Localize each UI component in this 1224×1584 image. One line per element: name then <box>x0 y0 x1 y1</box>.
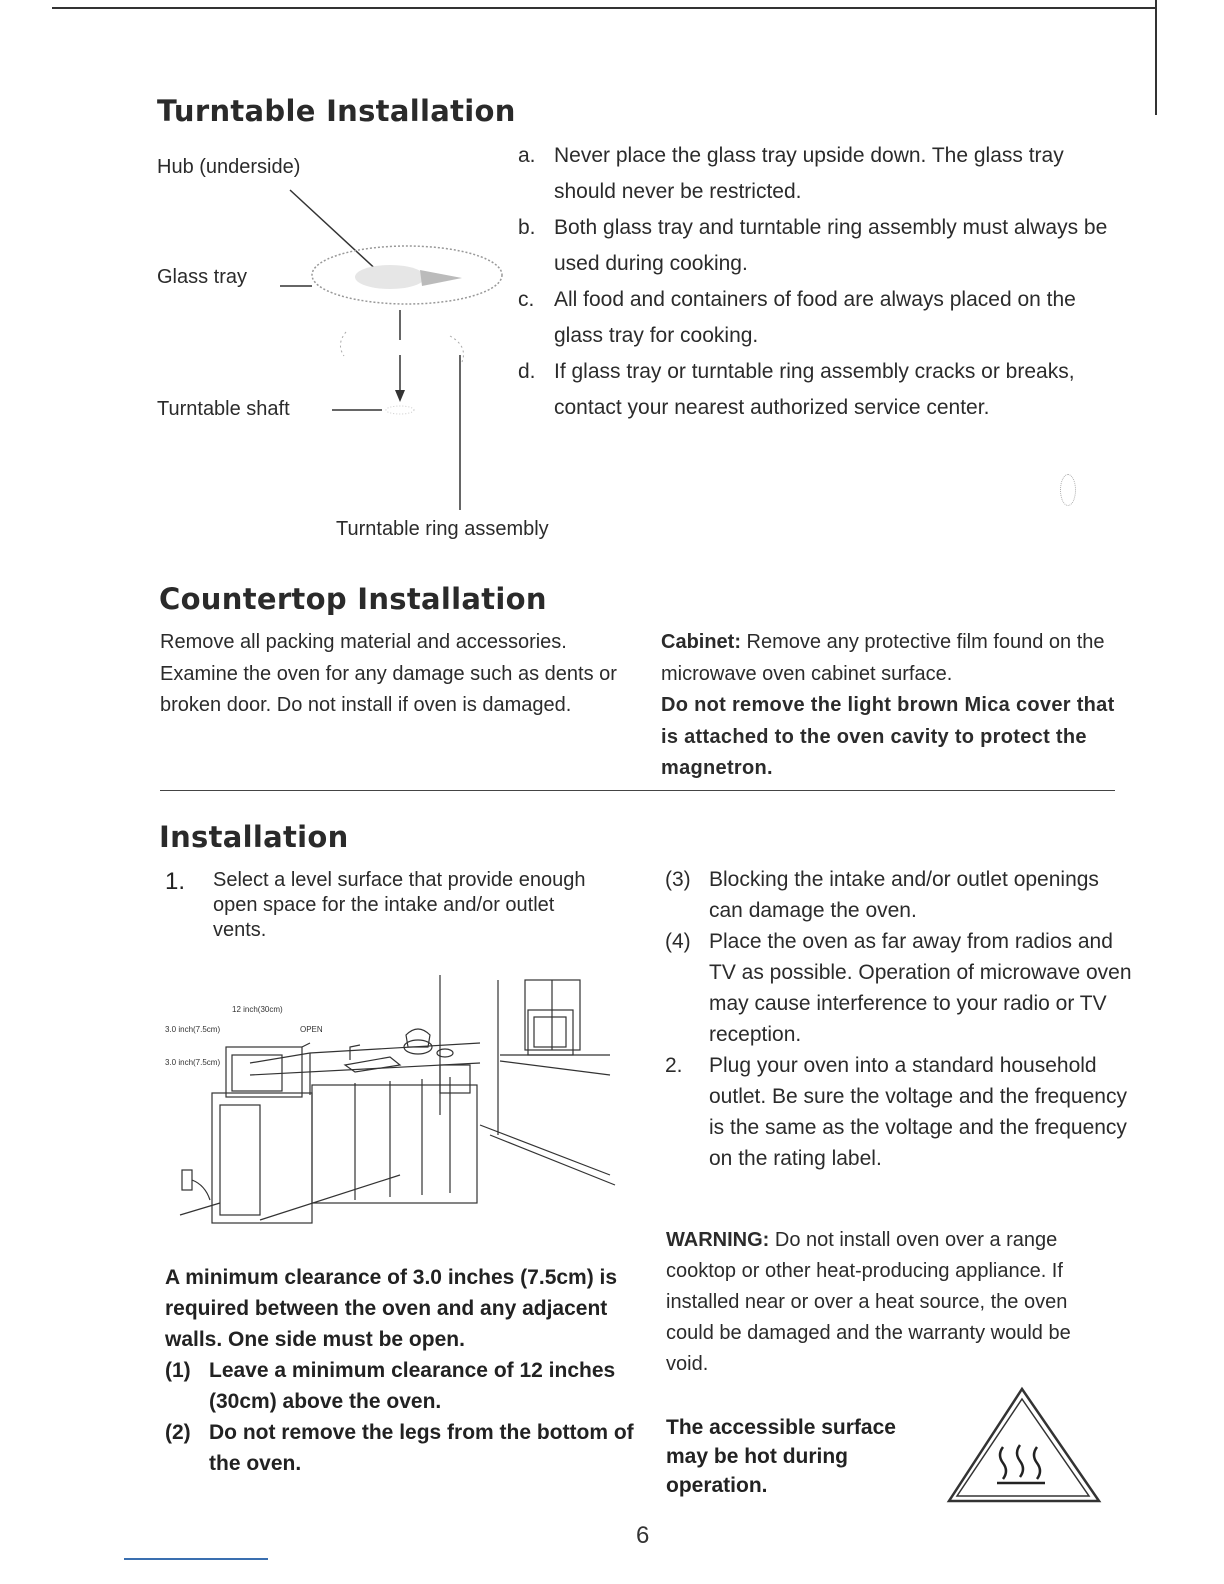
turntable-instructions <box>518 138 1118 426</box>
list-item: (3) Blocking the intake and/or outlet openings can damage the oven. <box>665 868 1099 922</box>
list-item: b. Both glass tray and turntable ring assembly must always be used during cooking. <box>518 216 1108 275</box>
diagram-top-clearance: 12 inch(30cm) <box>232 1005 283 1014</box>
hot-surface-note: The accessible surface may be hot during operation. <box>666 1416 896 1497</box>
cabinet-label: Cabinet: <box>661 631 741 653</box>
label-turntable-ring: Turntable ring assembly <box>336 518 549 540</box>
warning-note: WARNING: Do not install oven over a range cooktop or other heat-producing appliance. If installed near or over a heat source, the oven could be damaged and the warranty would be void. <box>666 1229 1071 1375</box>
step-1 <box>165 868 595 943</box>
turntable-title: Turntable Installation <box>157 94 516 128</box>
bottom-rule <box>124 1558 268 1560</box>
warning-label: WARNING: <box>666 1229 770 1251</box>
label-glass-tray: Glass tray <box>157 266 248 288</box>
scan-speck <box>1060 474 1076 506</box>
clearance-note: A minimum clearance of 3.0 inches (7.5cm) is required between the oven and any adjacent walls. One side must be open. <box>165 1266 618 1351</box>
countertop-cabinet-note: Cabinet: Remove any protective film found on the microwave oven cabinet surface. Do not remove the light brown Mica cover that is attached to the oven cavity to protect the magnetron. <box>661 627 1121 785</box>
countertop-left-text: Remove all packing material and accessories. Examine the oven for any damage such as dents or broken door. Do not install if oven is damaged. <box>160 631 617 716</box>
clearance-list <box>165 1355 635 1479</box>
installation-title: Installation <box>159 820 349 854</box>
list-item: (1) Leave a minimum clearance of 12 inches (30cm) above the oven. <box>165 1359 616 1413</box>
countertop-title: Countertop Installation <box>159 582 547 616</box>
list-item: (4) Place the oven as far away from radios and TV as possible. Operation of microwave oven may cause interference to your radio or TV reception. <box>665 930 1132 1046</box>
list-item: d. If glass tray or turntable ring assembly cracks or breaks, contact your nearest authorized service center. <box>518 360 1075 419</box>
turntable-diagram <box>270 180 510 520</box>
list-item: (2) Do not remove the legs from the bottom of the oven. <box>165 1421 634 1475</box>
right-edge-rule <box>1155 0 1157 115</box>
label-turntable-shaft: Turntable shaft <box>157 398 290 420</box>
installation-right-list <box>665 864 1135 1174</box>
step-1-text: Select a level surface that provide enough open space for the intake and/or outlet vents. <box>213 869 586 941</box>
mica-warning: Do not remove the light brown Mica cover that is attached to the oven cavity to protect the magnetron. <box>661 694 1115 779</box>
list-item: c. All food and containers of food are always placed on the glass tray for cooking. <box>518 288 1076 347</box>
kitchen-diagram <box>160 975 620 1230</box>
page-number: 6 <box>636 1522 650 1549</box>
section-divider <box>160 790 1115 791</box>
diagram-side-clearance: 3.0 inch(7.5cm) <box>165 1025 221 1034</box>
hot-surface-icon <box>945 1385 1103 1505</box>
step-1-marker: 1. <box>165 868 186 895</box>
top-rule <box>52 7 1157 9</box>
diagram-open: OPEN <box>300 1025 323 1034</box>
diagram-back-clearance: 3.0 inch(7.5cm) <box>165 1058 221 1067</box>
label-hub: Hub (underside) <box>157 156 301 178</box>
list-item: 2. Plug your oven into a standard household outlet. Be sure the voltage and the frequency is the same as the voltage and the frequency on the rating label. <box>665 1054 1127 1170</box>
list-item: a. Never place the glass tray upside down. The glass tray should never be restricted. <box>518 144 1064 203</box>
